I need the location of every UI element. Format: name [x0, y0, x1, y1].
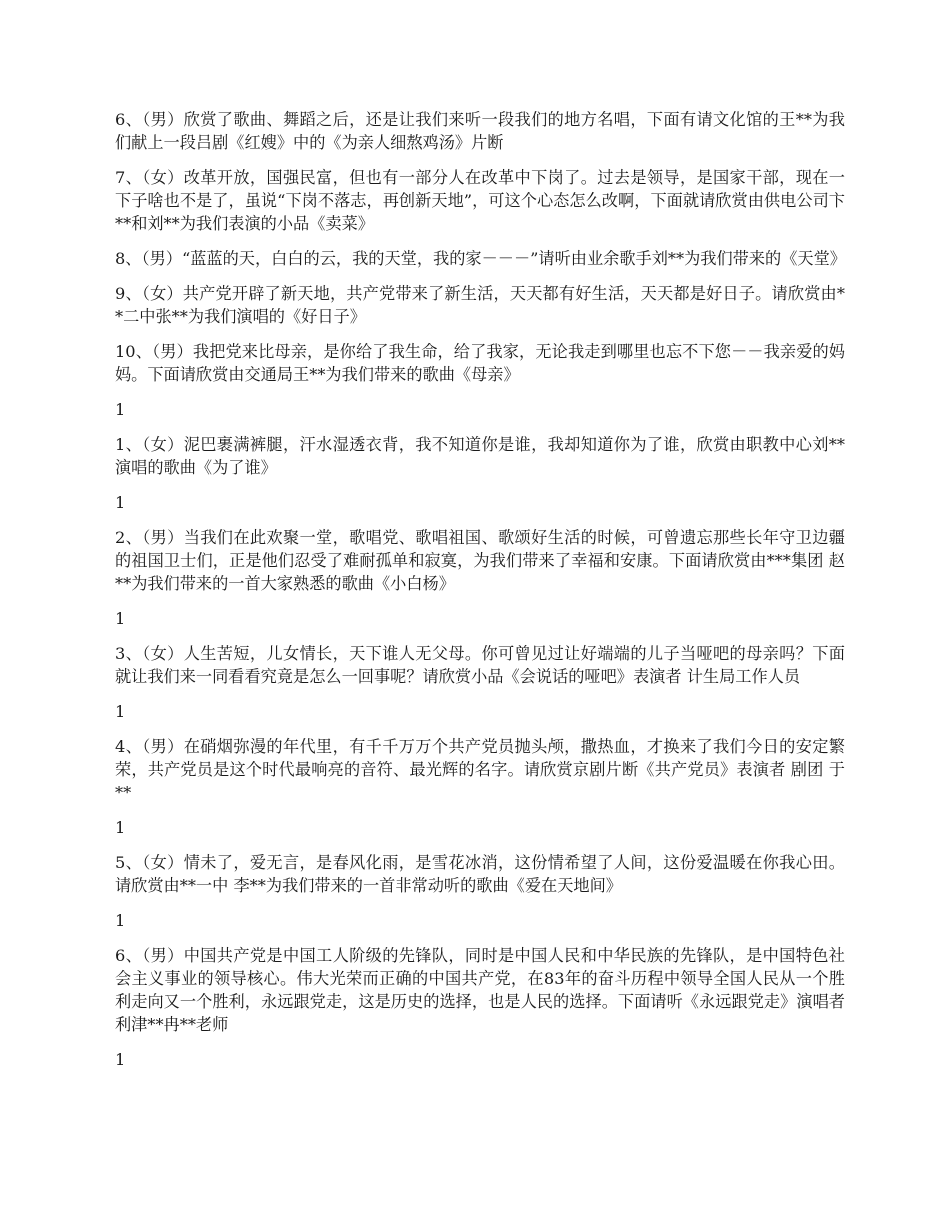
program-item-paragraph: 10、（男）我把党来比母亲，是你给了我生命，给了我家，无论我走到哪里也忘不下您－－我亲爱的妈妈。下面请欣赏由交通局王**为我们带来的歌曲《母亲》 — [115, 342, 845, 384]
program-item-paragraph: 2、（男）当我们在此欢聚一堂，歌唱党、歌唱祖国、歌颂好生活的时候，可曾遗忘那些长年守卫边疆的祖国卫士们，正是他们忍受了难耐孤单和寂寞，为我们带来了幸福和安康。下面请欣赏由***集团 赵**为我们带来的一首大家熟悉的歌曲《小白杨》 — [115, 528, 845, 593]
document-body — [115, 108, 845, 1083]
program-item-paragraph: 3、（女）人生苦短，儿女情长，天下谁人无父母。你可曾见过让好端端的儿子当哑吧的母亲吗？下面就让我们来一同看看究竟是怎么一回事呢？请欣赏小品《会说话的哑吧》表演者 计生局工作人员 — [115, 644, 845, 686]
program-item-paragraph: 7、（女）改革开放，国强民富，但也有一部分人在改革中下岗了。过去是领导，是国家干部，现在一下子啥也不是了，虽说“下岗不落志，再创新天地”，可这个心态怎么改啊，下面就请欣赏由供电公司卞**和刘**为我们表演的小品《卖菜》 — [115, 168, 845, 233]
program-item-paragraph: 1、（女）泥巴裹满裤腿，汗水湿透衣背，我不知道你是谁，我却知道你为了谁，欣赏由职教中心刘**演唱的歌曲《为了谁》 — [115, 435, 845, 477]
program-item-paragraph: 6、（男）欣赏了歌曲、舞蹈之后，还是让我们来听一段我们的地方名唱，下面有请文化馆的王**为我们献上一段吕剧《红嫂》中的《为亲人细熬鸡汤》片断 — [115, 110, 845, 152]
program-item-paragraph: 5、（女）情未了，爱无言，是春风化雨，是雪花冰消，这份情希望了人间，这份爱温暖在你我心田。请欣赏由**一中 李**为我们带来的一首非常动听的歌曲《爱在天地间》 — [115, 853, 845, 895]
section-number: 1 — [115, 1050, 126, 1069]
program-item-paragraph: 4、（男）在硝烟弥漫的年代里，有千千万万个共产党员抛头颅，撒热血，才换来了我们今日的安定繁荣，共产党员是这个时代最响亮的音符、最光辉的名字。请欣赏京剧片断《共产党员》表演者 剧团 于** — [115, 737, 845, 802]
section-number: 1 — [115, 911, 126, 930]
program-item-paragraph: 9、（女）共产党开辟了新天地，共产党带来了新生活，天天都有好生活，天天都是好日子。请欣赏由**二中张**为我们演唱的《好日子》 — [115, 284, 845, 326]
section-number: 1 — [115, 400, 126, 419]
section-number: 1 — [115, 702, 126, 721]
section-number: 1 — [115, 493, 126, 512]
section-number: 1 — [115, 609, 126, 628]
program-item-paragraph: 8、（男）“蓝蓝的天，白白的云，我的天堂，我的家－－－”请听由业余歌手刘**为我们带来的《天堂》 — [115, 249, 846, 268]
program-item-paragraph: 6、（男）中国共产党是中国工人阶级的先锋队，同时是中国人民和中华民族的先锋队，是中国特色社会主义事业的领导核心。伟大光荣而正确的中国共产党，在83年的奋斗历程中领导全国人民从一个胜利走向又一个胜利，永远跟党走，这是历史的选择，也是人民的选择。下面请听《永远跟党走》演唱者 利津**冉**老师 — [115, 946, 845, 1034]
section-number: 1 — [115, 818, 126, 837]
